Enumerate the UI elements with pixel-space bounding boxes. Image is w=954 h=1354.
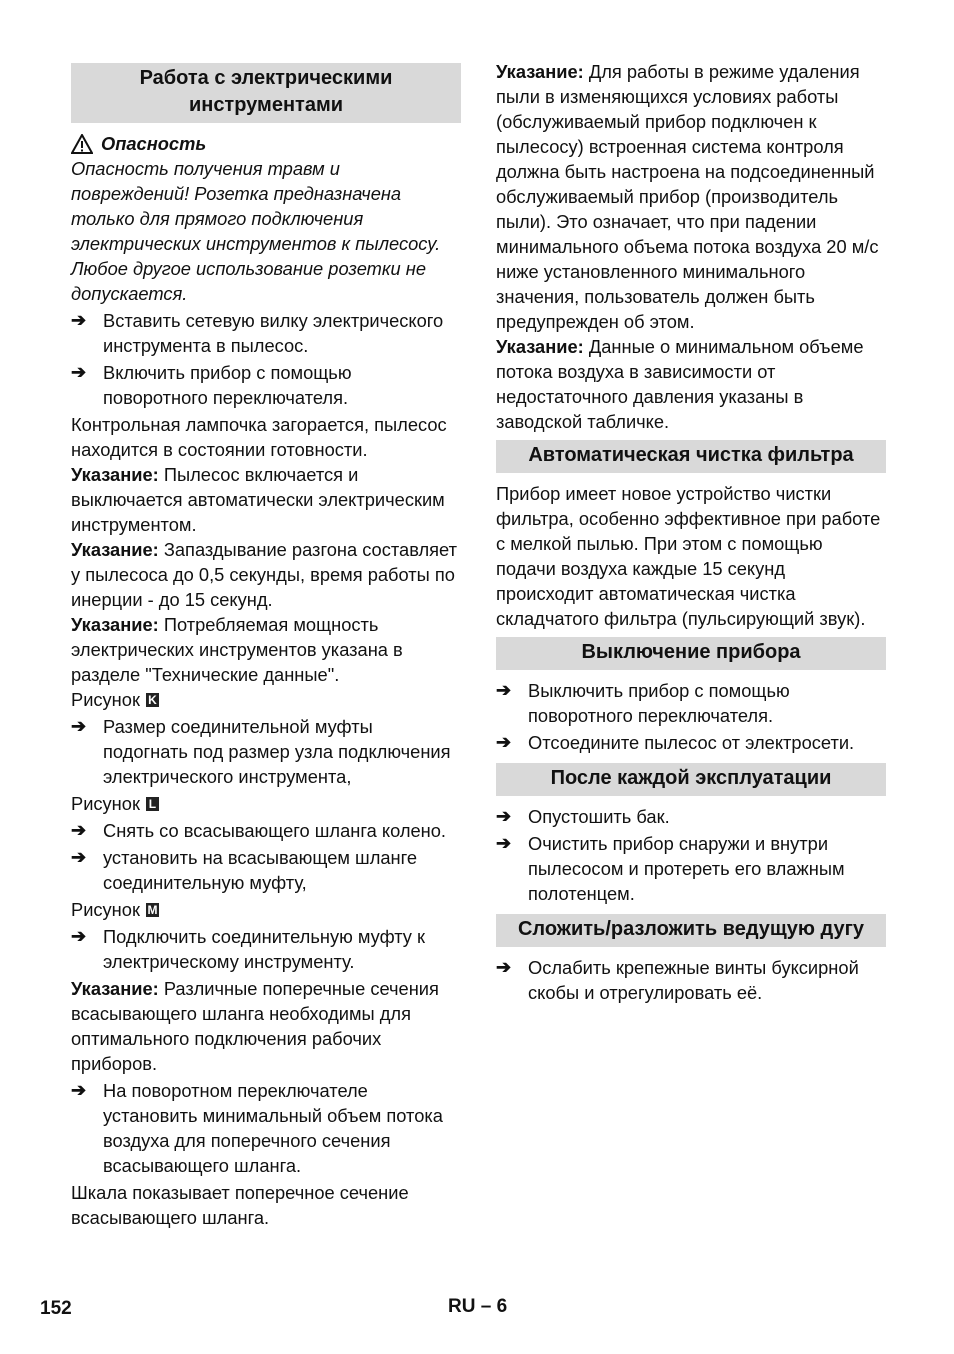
note-paragraph: Указание: Потребляемая мощность электрических инструментов указана в разделе "Технические данные". [71,614,403,685]
right-column [496,63,886,1007]
figure-reference: Рисунок K [71,687,461,712]
figure-reference: Рисунок L [71,791,461,816]
arrow-right-icon: ➔ [496,806,512,826]
step-item: ➔ Выключить прибор с помощью поворотного переключателя. [496,680,790,726]
step-item: ➔ Вставить сетевую вилку электрического инструмента в пылесос. [71,310,444,356]
section-page-label: RU – 6 [448,1296,508,1317]
arrow-right-icon: ➔ [496,680,512,700]
note-paragraph: Указание: Для работы в режиме удаления пыли в изменяющихся условиях работы (обслуживаемый прибор подключен к пылесосу) встроенная система контроля должна быть настроена на подсоединенный обслуживаемый прибор (производитель пыли). Это означает, что при падении минимального объема потока воздуха 20 м/с ниже установленного минимального значения, пользователь должен быть предупрежден об этом. [496,61,879,332]
warning-triangle-icon [71,134,93,154]
arrow-right-icon: ➔ [496,957,512,977]
arrow-right-icon: ➔ [496,732,512,752]
arrow-right-icon: ➔ [71,1080,87,1100]
figure-letter-badge: K [146,693,159,707]
arrow-right-icon: ➔ [71,362,87,382]
step-item: ➔ Отсоедините пылесос от электросети. [496,732,855,753]
step-item: ➔ Снять со всасывающего шланга колено. [71,820,447,841]
step-item: ➔ установить на всасывающем шланге соединительную муфту, [71,847,418,893]
figure-letter-badge: M [147,902,158,917]
filter-text: Прибор имеет новое устройство чистки фильтра, особенно эффективное при работе с мелкой пылью. При этом с помощью подачи воздуха каждые 15 секунд происходит автоматическая чистка складчатого фильтра (пульсирующий звук). [496,483,881,629]
section-header-guide-arc: Сложить/разложить ведущую дугу [496,914,886,947]
danger-heading [71,131,461,156]
step-item: ➔ На поворотном переключателе установить минимальный объем потока воздуха для поперечного сечения всасывающего шланга. [71,1080,443,1176]
step-item: ➔ Очистить прибор снаружи и внутри пылесосом и протереть его влажным полотенцем. [496,833,845,904]
arrow-right-icon: ➔ [71,716,87,736]
left-column [71,63,461,1230]
scale-text: Шкала показывает поперечное сечение всасывающего шланга. [71,1182,409,1228]
step-item: ➔ Опустошить бак. [496,806,670,827]
step-item: ➔ Подключить соединительную муфту к электрическому инструменту. [71,926,426,972]
figure-reference: Рисунок M [71,899,158,920]
arrow-right-icon: ➔ [496,833,512,853]
step-item: ➔ Размер соединительной муфты подогнать под размер узла подключения электрического инструмента, [71,716,451,787]
step-item: ➔ Включить прибор с помощью поворотного переключателя. [71,362,352,408]
figure-letter-badge: L [146,797,159,811]
arrow-right-icon: ➔ [71,847,87,867]
arrow-right-icon: ➔ [71,310,87,330]
arrow-right-icon: ➔ [71,820,87,840]
arrow-right-icon: ➔ [71,926,87,946]
note-paragraph: Указание: Различные поперечные сечения всасывающего шланга необходимы для оптимального подключения рабочих приборов. [71,978,439,1074]
lamp-text: Контрольная лампочка загорается, пылесос находится в состоянии готовности. [71,414,447,460]
page-number: 152 [40,1298,72,1319]
note-paragraph: Указание: Запаздывание разгона составляет у пылесоса до 0,5 секунды, время работы по инерции - до 15 секунд. [71,539,457,610]
danger-text: Опасность получения травм и повреждений! Розетка предназначена только для прямого подключения электрических инструментов к пылесосу. Любое другое использование розетки не допускается. [71,158,441,304]
note-paragraph: Указание: Данные о минимальном объеме потока воздуха в зависимости от недостаточного давления указаны в заводской табличке. [496,336,864,432]
section-header-filter-cleaning: Автоматическая чистка фильтра [496,440,886,473]
section-header-switch-off: Выключение прибора [496,637,886,670]
section-header-after-use: После каждой эксплуатации [496,763,886,796]
step-item: ➔ Ослабить крепежные винты буксирной скобы и отрегулировать её. [496,957,859,1003]
note-paragraph: Указание: Пылесос включается и выключается автоматически электрическим инструментом. [71,464,445,535]
danger-title: Опасность [101,133,207,154]
section-header-electric-tools: Работа с электрическими инструментами [71,63,461,123]
